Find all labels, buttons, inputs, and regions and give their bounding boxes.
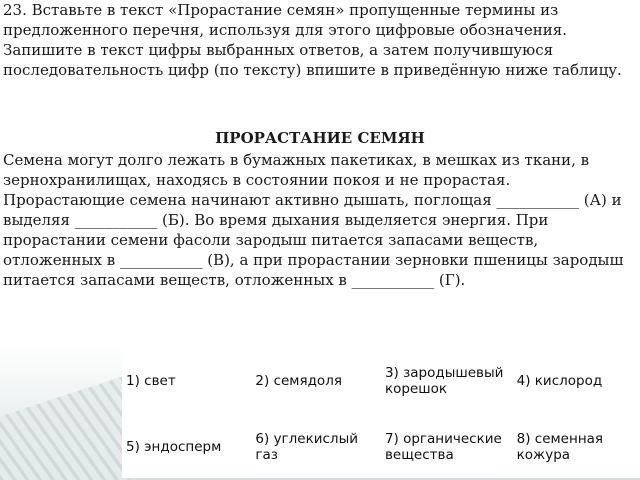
term-cell: 6) углекислый газ: [255, 431, 358, 463]
table-row: [122, 346, 640, 416]
term-cell: 1) свет: [126, 373, 176, 389]
task-intro: [0, 0, 628, 80]
term-cell: 4) кислород: [516, 373, 603, 389]
decorative-ribbon: [0, 374, 130, 480]
task-body-text: Семена могут долго лежать в бумажных пакетиках, в мешках из ткани, в зернохранилищах, находясь в состоянии покоя и не прорастая. Прорастающие семена начинают активно дышать, поглощая ___________ (А) и выделяя ___________ (Б). Во время дыхания выделяется энергия. При прорастании семени фасоли зародыш питается запасами веществ, отложенных в ___________ (В), а при прорастании зерновки пшеницы зародыш питается запасами веществ, отложенных в ___________ (Г).: [3, 151, 624, 289]
term-cell: 3) зародышевый корешок: [384, 365, 504, 397]
term-cell: 2) семядоля: [255, 373, 342, 389]
terms-overlay: [0, 346, 640, 480]
task-intro-text: 23. Вставьте в текст «Прорастание семян» пропущенные термины из предложенного перечня, используя для этого цифровые обозначения. Запишите в текст цифры выбранных ответов, а затем получившуюся последовательность цифр (по тексту) впишите в приведённую ниже таблицу.: [3, 1, 622, 79]
term-cell: 5) эндосперм: [126, 439, 222, 455]
term-cell: 7) органические вещества: [384, 431, 502, 463]
table-row: [122, 416, 640, 478]
task-body: [0, 150, 630, 290]
term-cell: 8) семенная кожура: [516, 431, 604, 463]
text-title: ПРОРАСТАНИЕ СЕМЯН: [215, 129, 425, 147]
terms-table: [122, 346, 640, 478]
